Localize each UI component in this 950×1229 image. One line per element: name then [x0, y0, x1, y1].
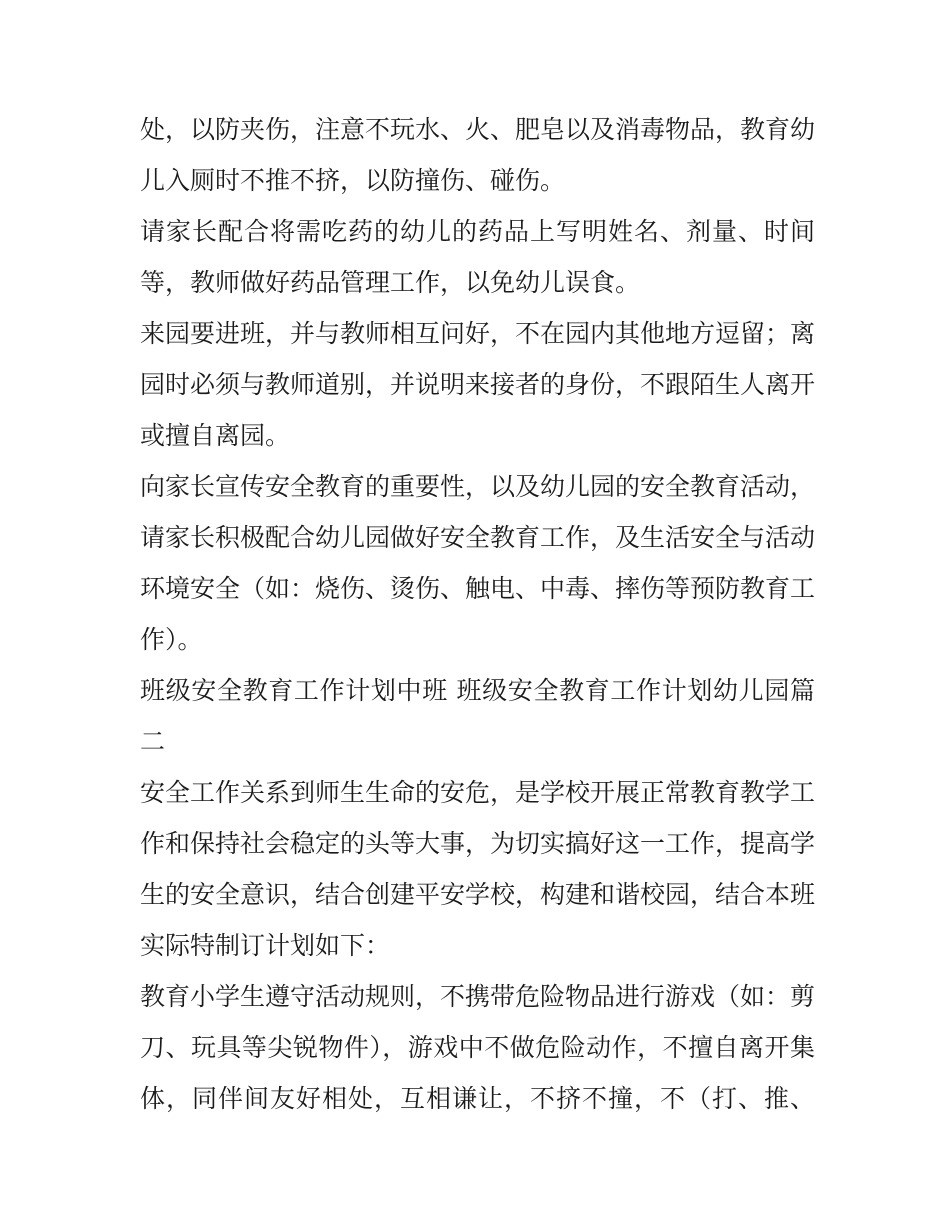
text-line: 儿入厕时不推不挤，以防撞伤、碰伤。 — [140, 166, 566, 195]
text-line: 安全工作关系到师生生命的安危，是学校开展正常教育教学工 — [140, 778, 816, 807]
text-line: 处，以防夹伤，注意不玩水、火、肥皂以及消毒物品，教育幼 — [140, 115, 816, 144]
text-line: 体，同伴间友好相处，互相谦让，不挤不撞，不（打、推、 — [140, 1084, 815, 1113]
text-line: 作和保持社会稳定的头等大事，为切实搞好这一工作，提高学 — [140, 829, 816, 858]
text-line: 教育小学生遵守活动规则，不携带危险物品进行游戏（如：剪 — [140, 982, 816, 1011]
section-heading-line: 班级安全教育工作计划中班 班级安全教育工作计划幼儿园篇 — [140, 676, 815, 705]
section-heading-line: 二 — [140, 727, 166, 756]
text-line: 生的安全意识，结合创建平安学校，构建和谐校园，结合本班 — [140, 880, 816, 909]
text-line: 来园要进班，并与教师相互问好，不在园内其他地方逗留；离 — [140, 319, 816, 348]
document-body — [140, 104, 815, 1124]
text-line: 请家长配合将需吃药的幼儿的药品上写明姓名、剂量、时间 — [140, 217, 815, 246]
text-line: 实际特制订计划如下： — [140, 931, 391, 960]
text-line: 园时必须与教师道别，并说明来接者的身份，不跟陌生人离开 — [140, 370, 816, 399]
text-line: 请家长积极配合幼儿园做好安全教育工作，及生活安全与活动 — [140, 523, 816, 552]
text-line: 作）。 — [140, 625, 203, 654]
text-line: 向家长宣传安全教育的重要性，以及幼儿园的安全教育活动， — [140, 472, 816, 501]
text-line: 等，教师做好药品管理工作，以免幼儿误食。 — [140, 268, 641, 297]
text-line: 刀、玩具等尖锐物件），游戏中不做危险动作，不擅自离开集 — [140, 1033, 815, 1062]
text-line: 环境安全（如：烧伤、烫伤、触电、中毒、摔伤等预防教育工 — [140, 574, 816, 603]
text-line: 或擅自离园。 — [140, 421, 291, 450]
